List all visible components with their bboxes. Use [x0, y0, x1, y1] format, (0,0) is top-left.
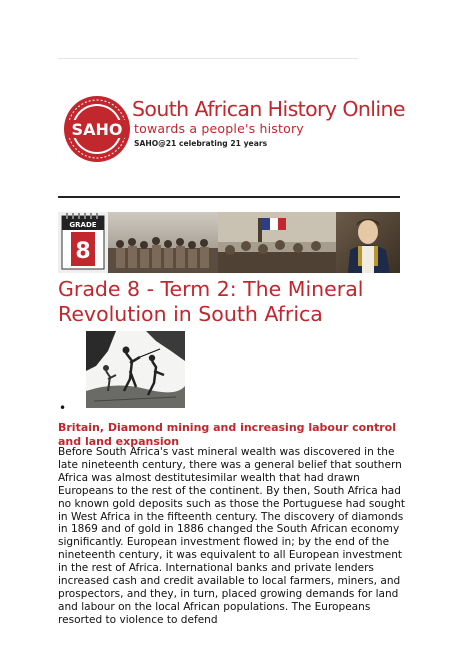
article-paragraph: Before South Africa's vast mineral wealth was discovered in the late nineteenth century, there was a general belief that southern Africa was almost destitutesimilar wealth that had drawn Europeans to the rest of the continent. By then, South Africa had no known gold deposits such as those the Portuguese had sought in West Africa in the fifteenth century. The discovery of diamonds in 1869 and of gold in 1886 changed the South African economy significantly. European investment flowed in; by the end of the nineteenth century, it was equivalent to all European investment in the rest of Africa. International banks and private lenders increased cash and credit available to local farmers, miners, and prospectors, and they, in turn, placed growing demands for land and labour on the local African populations. The Europeans resorted to violence to defend — [58, 446, 405, 626]
grade-number: 8 — [75, 239, 91, 264]
history-banner-image — [58, 212, 400, 273]
section-heading: Britain, Diamond mining and increasing labour control and land expansion — [58, 421, 396, 448]
site-tagline: towards a people's history — [134, 121, 304, 136]
page-title: Grade 8 - Term 2: The Mineral Revolution in South Africa — [58, 277, 364, 326]
celebration-text: SAHO@21 celebrating 21 years — [134, 139, 268, 148]
list-bullet: • — [59, 401, 67, 415]
saho-logo-seal — [63, 95, 131, 163]
header-rule — [58, 196, 400, 198]
site-name[interactable]: South African History Online — [132, 97, 405, 121]
historical-sketch-image — [86, 331, 185, 408]
logo-text: SAHO — [71, 120, 123, 139]
top-divider — [58, 58, 358, 59]
grade-label: GRADE — [69, 221, 97, 229]
